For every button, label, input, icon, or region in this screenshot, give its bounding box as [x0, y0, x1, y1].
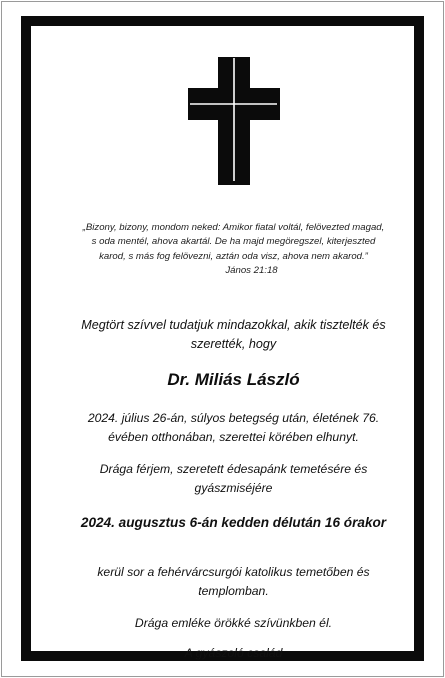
death-line: 2024. július 26-án, súlyos betegség után, életének 76. — [87, 411, 380, 425]
intro-line: szerették, hogy — [190, 337, 277, 351]
cross-icon — [188, 57, 280, 185]
memory-line: Drága emléke örökké szívünkben él. — [134, 616, 333, 630]
funeral-place — [53, 563, 414, 601]
funeral-intro-line: Drága férjem, szeretett édesapánk temetésére és — [99, 462, 368, 476]
funeral-intro-line: gyászmiséjére — [194, 481, 273, 495]
quote-reference: János 21:18 — [225, 265, 278, 276]
intro-line: Megtört szívvel tudatjuk mindazokkal, akik tisztelték és — [81, 318, 386, 332]
death-notice — [53, 409, 414, 447]
quote-line: karod, s más fog felövezni, aztán oda visz, ahova nem akarod.” — [99, 250, 368, 262]
bible-quote — [53, 221, 414, 264]
death-line: évében otthonában, szerettei körében elhunyt. — [108, 430, 359, 444]
place-line: templomban. — [198, 584, 269, 598]
mourning-frame — [21, 16, 424, 661]
signature: A gyászoló család — [184, 646, 283, 660]
funeral-intro — [53, 460, 414, 498]
funeral-date: 2024. augusztus 6-án kedden délután 16 órakor — [80, 515, 387, 530]
place-line: kerül sor a fehérvárcsurgói katolikus temetőben és — [97, 565, 370, 579]
quote-line: s oda mentél, ahova akartál. De ha majd megöregszel, kiterjeszted — [91, 236, 376, 248]
deceased-name: Dr. Miliás László — [167, 370, 300, 389]
announcement-intro — [53, 316, 414, 354]
quote-reference-line — [53, 264, 414, 278]
quote-line: „Bizony, bizony, mondom neked: Amikor fiatal voltál, felövezted magad, — [82, 222, 385, 233]
